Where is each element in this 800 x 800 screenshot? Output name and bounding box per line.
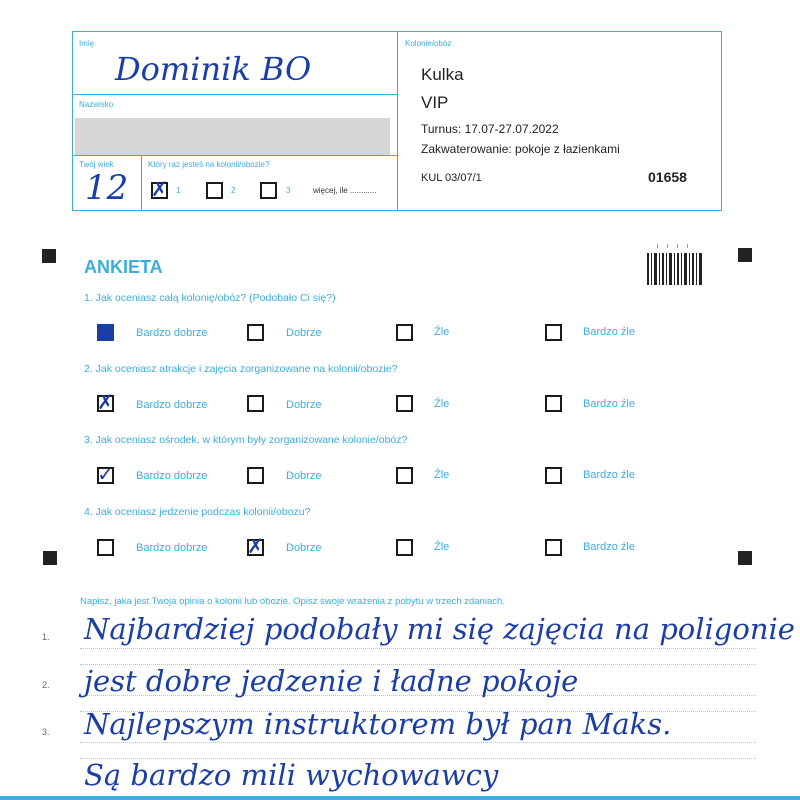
ktory-check-mark: ✗ xyxy=(151,179,168,201)
header-divider-vertical xyxy=(397,31,398,211)
header-divider-h2 xyxy=(72,155,397,156)
q2-option-zle-checkbox[interactable] xyxy=(396,395,413,412)
wiek-value: 12 xyxy=(85,168,129,208)
q2-option-dobrze-label: Dobrze xyxy=(286,399,322,411)
q4-option-bardzo-dobrze-label: Bardzo dobrze xyxy=(136,542,208,554)
answer-line-3: Najlepszym instruktorem był pan Maks. xyxy=(84,707,672,741)
redacted-surname xyxy=(75,118,390,155)
bottom-edge-line xyxy=(0,796,800,800)
header-divider-age xyxy=(141,155,142,211)
wiecej-label: więcej, ile ............ xyxy=(313,186,377,195)
q3-option-bardzo-zle-checkbox[interactable] xyxy=(545,467,562,484)
q3-option-zle-checkbox[interactable] xyxy=(396,467,413,484)
kolonie-type: VIP xyxy=(421,93,449,112)
q3-check-mark: ✓ xyxy=(97,464,114,486)
q2-option-zle-label: Źle xyxy=(434,398,450,410)
kolonie-name: Kulka xyxy=(421,65,464,84)
header-divider-h1 xyxy=(72,94,397,95)
q2-option-bardzo-zle-checkbox[interactable] xyxy=(545,395,562,412)
wiek-label: Twój wiek xyxy=(79,160,114,169)
ankieta-title: ANKIETA xyxy=(84,257,163,277)
q1-option-zle-checkbox[interactable] xyxy=(396,324,413,341)
opinion-prompt: Napisz, jaka jest Twoja opinia o kolonii lub obozie. Opisz swoje wrażenia z pobytu w trzech zdaniach. xyxy=(80,596,505,607)
imie-label: Imię xyxy=(79,39,95,48)
q4-option-bardzo-dobrze-checkbox[interactable] xyxy=(97,539,114,556)
imie-value: Dominik BO xyxy=(115,50,312,88)
ktory-opt2-label: 2 xyxy=(231,186,236,195)
registration-marker-top-right xyxy=(738,248,752,262)
q3-option-bardzo-zle-label: Bardzo źle xyxy=(583,469,635,481)
registration-marker-mid-left xyxy=(43,551,57,565)
q1-option-dobrze-label: Dobrze xyxy=(286,327,322,339)
writing-line-1a xyxy=(80,648,756,649)
line-number-2: 2. xyxy=(42,680,50,690)
zakwaterowanie: Zakwaterowanie: pokoje z łazienkami xyxy=(421,142,620,156)
ktory-checkbox-2[interactable] xyxy=(206,182,223,199)
answer-line-1: Najbardziej podobały mi się zajęcia na poligonie xyxy=(84,612,795,646)
q3-option-zle-label: Źle xyxy=(434,469,450,481)
nazwisko-label: Nazwisko xyxy=(79,100,114,109)
q1-option-bardzo-dobrze-checkbox[interactable] xyxy=(97,324,114,341)
q4-option-dobrze-label: Dobrze xyxy=(286,542,322,554)
q1-option-zle-label: Źle xyxy=(434,326,450,338)
question-1-text: 1. Jak oceniasz całą kolonię/obóz? (Podobało Ci się?) xyxy=(84,292,336,304)
question-4-text: 4. Jak oceniasz jedzenie podczas kolonii/obozu? xyxy=(84,506,311,518)
q3-option-dobrze-checkbox[interactable] xyxy=(247,467,264,484)
question-3-text: 3. Jak oceniasz ośrodek, w którym były zorganizowane kolonie/obóz? xyxy=(84,434,408,446)
q4-option-bardzo-zle-label: Bardzo źle xyxy=(583,541,635,553)
answer-line-4: Są bardzo mili wychowawcy xyxy=(84,758,499,792)
ktory-checkbox-3[interactable] xyxy=(260,182,277,199)
ktory-opt3-label: 3 xyxy=(286,186,291,195)
kolonie-code: KUL 03/07/1 xyxy=(421,172,482,184)
form-number: 01658 xyxy=(648,169,687,185)
q4-option-zle-label: Źle xyxy=(434,541,450,553)
q4-option-zle-checkbox[interactable] xyxy=(396,539,413,556)
registration-marker-top-left xyxy=(42,249,56,263)
registration-marker-mid-right xyxy=(738,551,752,565)
q1-option-dobrze-checkbox[interactable] xyxy=(247,324,264,341)
kolonie-label: Kolonie/obóz xyxy=(405,39,452,48)
line-number-1: 1. xyxy=(42,632,50,642)
turnus: Turnus: 17.07-27.07.2022 xyxy=(421,122,559,136)
q2-check-mark: ✗ xyxy=(97,392,114,414)
q3-option-dobrze-label: Dobrze xyxy=(286,470,322,482)
q1-option-bardzo-zle-checkbox[interactable] xyxy=(545,324,562,341)
line-number-3: 3. xyxy=(42,727,50,737)
barcode-icon xyxy=(647,243,705,287)
q2-option-bardzo-zle-label: Bardzo źle xyxy=(583,398,635,410)
question-2-text: 2. Jak oceniasz atrakcje i zajęcia zorganizowane na kolonii/obozie? xyxy=(84,363,398,375)
answer-line-2: jest dobre jedzenie i ładne pokoje xyxy=(84,664,579,698)
q4-check-mark: ✗ xyxy=(247,536,264,558)
q3-option-bardzo-dobrze-label: Bardzo dobrze xyxy=(136,470,208,482)
ktory-opt1-label: 1 xyxy=(176,186,181,195)
q1-option-bardzo-zle-label: Bardzo źle xyxy=(583,326,635,338)
ktory-label: Który raz jesteś na kolonii/obozie? xyxy=(148,160,270,169)
q4-option-bardzo-zle-checkbox[interactable] xyxy=(545,539,562,556)
q1-option-bardzo-dobrze-label: Bardzo dobrze xyxy=(136,327,208,339)
q2-option-bardzo-dobrze-label: Bardzo dobrze xyxy=(136,399,208,411)
q2-option-dobrze-checkbox[interactable] xyxy=(247,395,264,412)
writing-line-3a xyxy=(80,742,756,743)
